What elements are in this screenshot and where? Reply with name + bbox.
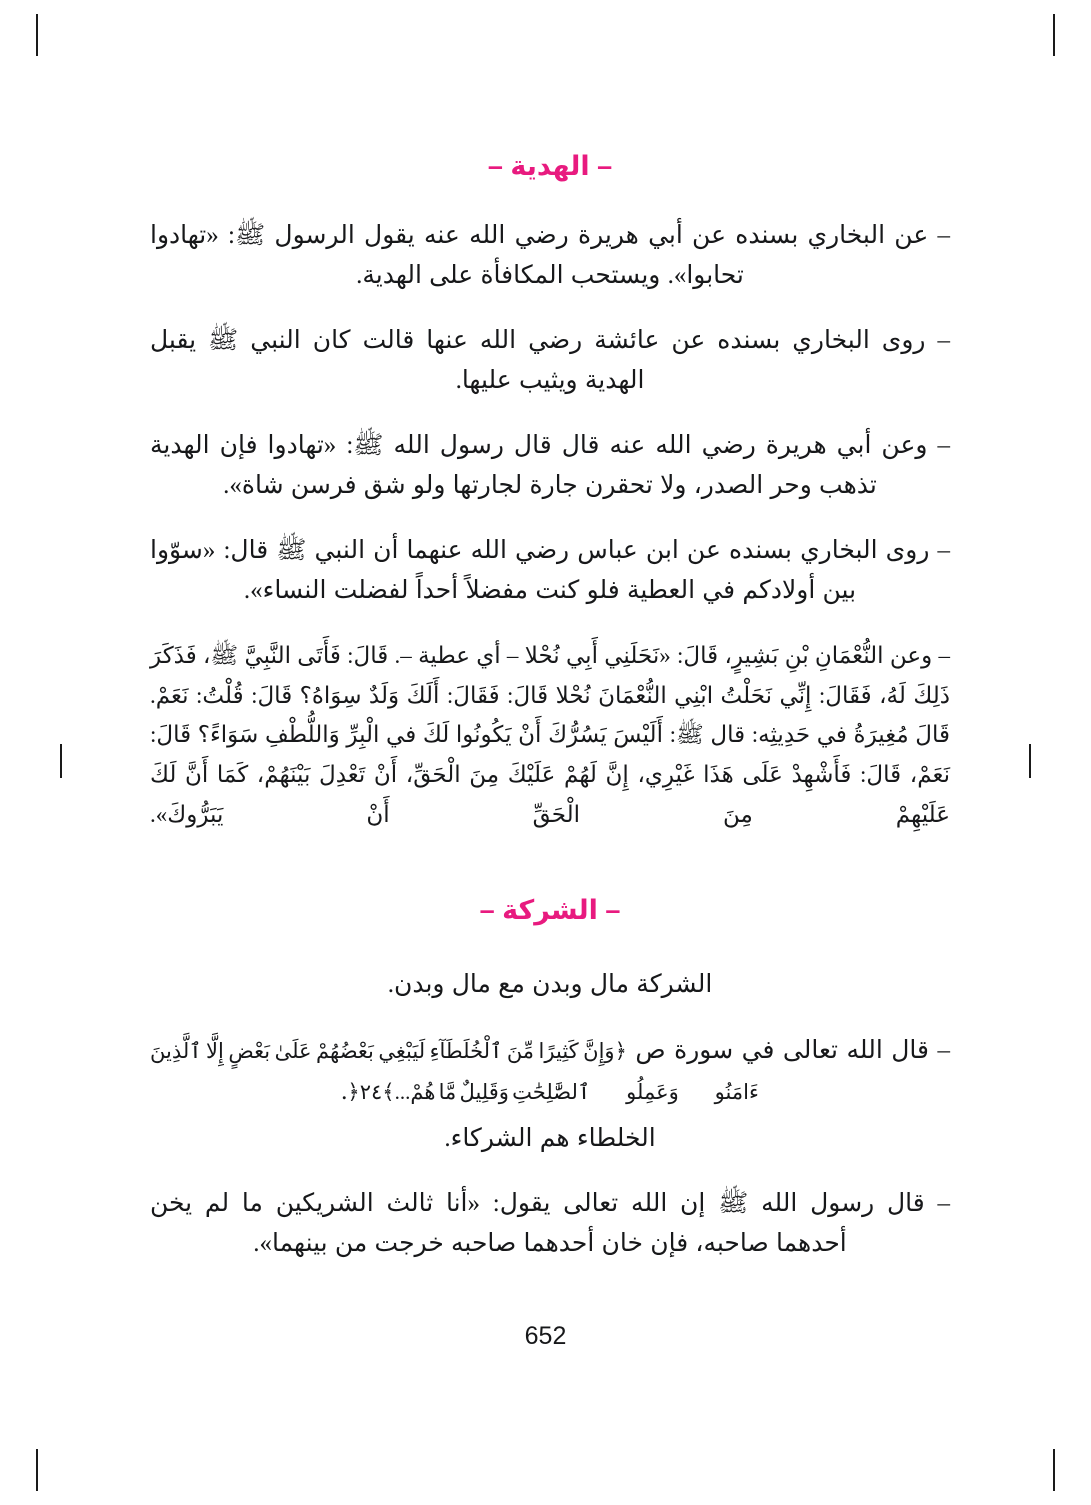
crop-mark-bottom-right: [1053, 1449, 1055, 1491]
paragraph-bukhari-aisha: – روى البخاري بسنده عن عائشة رضي الله عنها قالت كان النبي ﷺ يقبل الهدية ويثيب عليها.: [150, 327, 950, 394]
verse-open-bracket: ﴿: [614, 1039, 627, 1064]
paragraph-bukhari-tahadaw: – عن البخاري بسنده عن أبي هريرة رضي الله عنه يقول الرسول ﷺ: «تهادوا تحابوا». ويستحب المكافأة على الهدية.: [150, 222, 950, 289]
verse-trailing-period: .: [341, 1078, 348, 1106]
section-heading-sharika: – الشركة –: [479, 895, 621, 926]
paragraph-abu-hurayra-tahadaw: – وعن أبي هريرة رضي الله عنه قال قال رسول الله ﷺ: «تهادوا فإن الهدية تذهب وحر الصدر، ولا تحقرن جارة لجارتها ولو شق فرسن شاة».: [150, 432, 950, 499]
verse-number-marker: ﴾٢٤﴿: [347, 1080, 395, 1105]
paragraph-ibn-abbas-atiyya: – روى البخاري بسنده عن ابن عباس رضي الله عنهما أن النبي ﷺ قال: «سوّوا بين أولادكم في العطية فلو كنت مفضلاً أحداً لفضلت النساء».: [150, 537, 950, 604]
paragraph-numan-ibn-bashir-vocalized: – وعن النُّعْمَانِ بْنِ بَشِيرٍ، قَالَ: «نَحَلَنِي أَبِي نُحْلا – أي عطية –. قَالَ: فَأَتَى النَّبِيَّ ﷺ، فَذَكَرَ ذَلِكَ لَهُ، فَقَالَ: إِنِّي نَحَلْتُ ابْنِي النُّعْمَانَ نُحْلا قَالَ: فَقَالَ: أَلَكَ وَلَدٌ سِوَاهُ؟ قَالَ: قُلْتُ: نَعَمْ. قَالَ مُغِيرَةُ في حَدِيثِه: قال ﷺ: أَلَيْسَ يَسُرُّكَ أَنْ يَكُونُوا لَكَ في الْبِرِّ وَاللُّطْفِ سَوَاءً؟ قَالَ: نَعَمْ، قَالَ: فَأَشْهِدْ عَلَى هَذَا غَيْرِي، إِنَّ لَهُمْ عَلَيْكَ مِنَ الْحَقِّ، أَنْ تَعْدِلَ بَيْنَهُمْ، كَمَا أَنَّ لَكَ عَلَيْهِمْ مِنَ الْحَقِّ أَنْ يَبَرُّوكَ».: [150, 643, 950, 827]
verse-lead-text: – قال الله تعالى في سورة ص: [626, 1037, 950, 1065]
paragraph-quran-sad-24: [150, 1030, 950, 1113]
page-number: 652: [524, 1322, 567, 1350]
verse-ellipsis: ...: [394, 1080, 411, 1105]
paragraph-sharika-definition: الشركة مال وبدن مع مال وبدن.: [387, 970, 713, 998]
paragraph-third-of-two-partners: – قال رسول الله ﷺ إن الله تعالى يقول: «أنا ثالث الشريكين ما لم يخن أحدهما صاحبه، فإن خان أحدهما صاحبه خرجت من بينهما».: [150, 1190, 950, 1257]
crop-mark-bottom-left: [36, 1449, 38, 1491]
quran-verse-text: وَإِنَّ كَثِيرًا مِّنَ ٱلْخُلَطَآءِ لَيَبْغِي بَعْضُهُمْ عَلَىٰ بَعْضٍ إِلَّا ٱلَّذِينَ ءَامَنُوا۟ وَعَمِلُوا۟ ٱلصَّٰلِحَٰتِ وَقَلِيلٌ مَّا هُمْ: [150, 1039, 759, 1105]
page-body: [150, 150, 950, 1289]
crop-mark-top-left: [36, 14, 38, 56]
section-heading-hadiya: – الهدية –: [487, 151, 613, 181]
crop-mark-middle-left: [60, 744, 62, 778]
crop-mark-middle-right: [1029, 744, 1031, 778]
paragraph-khulata-explanation: الخلطاء هم الشركاء.: [444, 1124, 656, 1152]
crop-mark-top-right: [1053, 14, 1055, 56]
